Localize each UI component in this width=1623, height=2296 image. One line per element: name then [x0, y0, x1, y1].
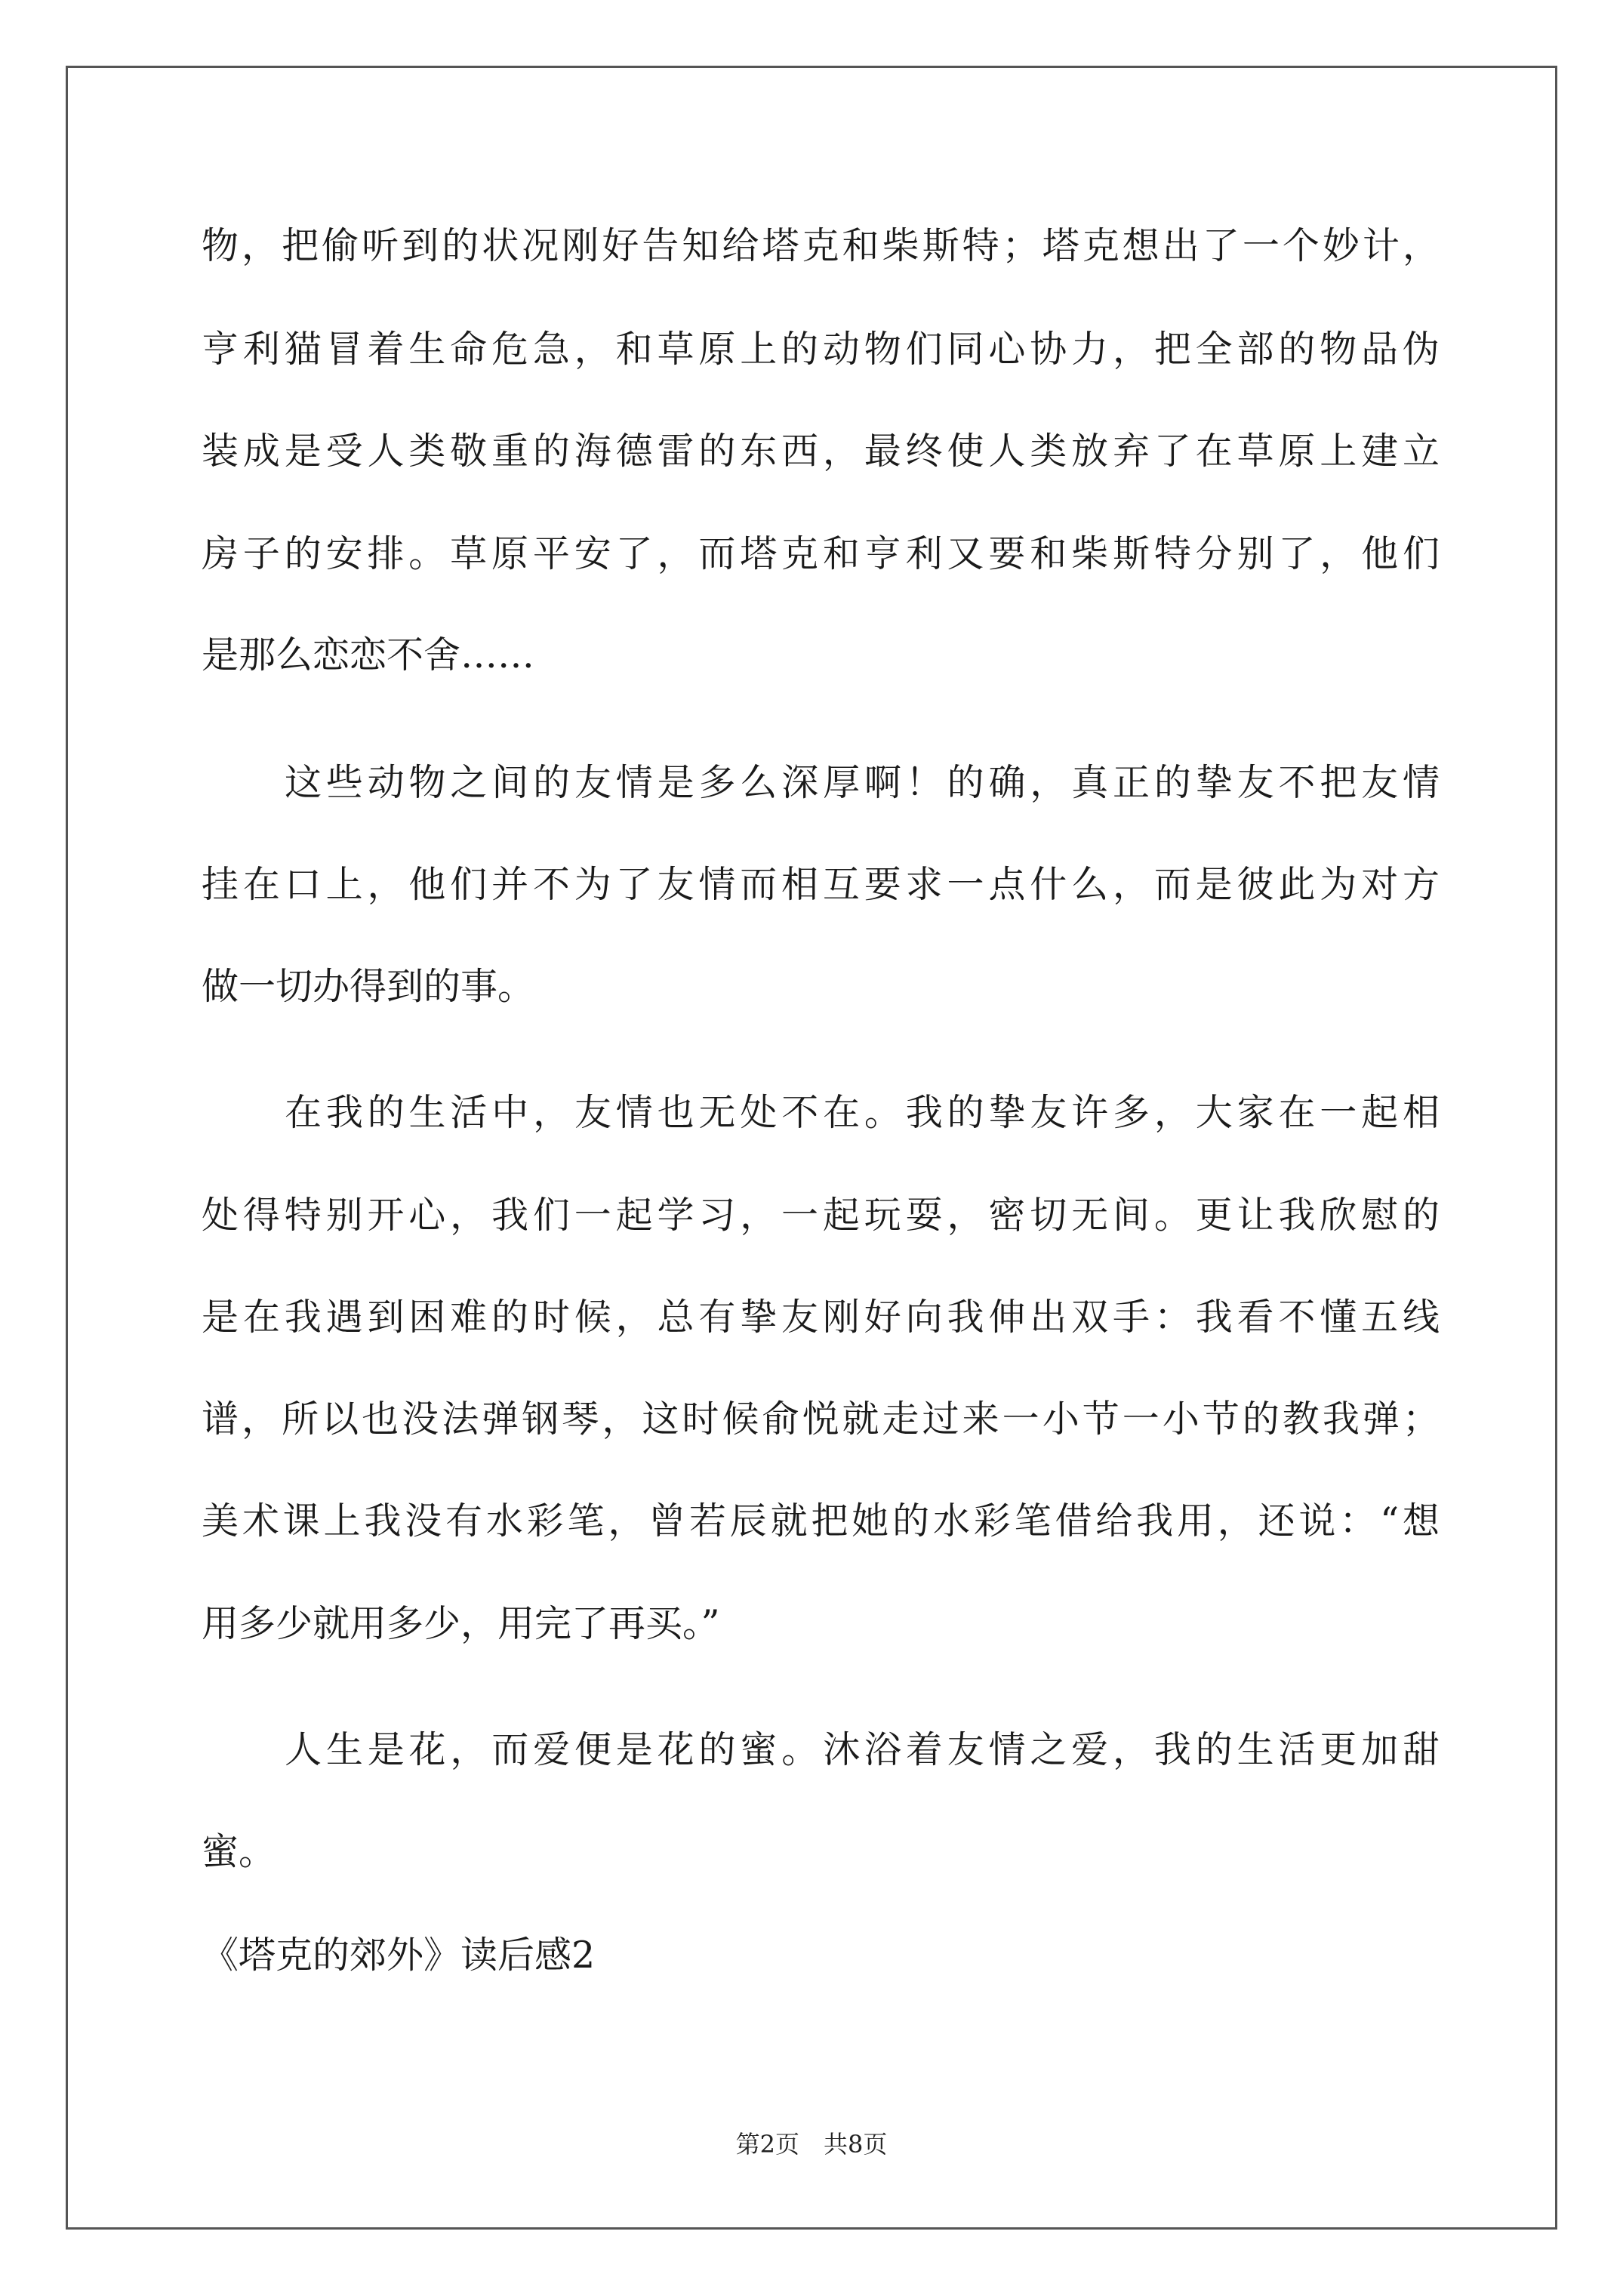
- text-line: 是那么恋恋不舍……: [202, 633, 535, 676]
- text-line: 这些动物之间的友情是多么深厚啊！的确，真正的挚友不把友情: [285, 761, 1440, 804]
- text-line: 蜜。: [202, 1830, 276, 1873]
- page-border: [66, 66, 1557, 2230]
- text-line: 挂在口上，他们并不为了友情而相互要求一点什么，而是彼此为对方: [202, 863, 1440, 906]
- text-line: 在我的生活中，友情也无处不在。我的挚友许多，大家在一起相: [285, 1091, 1440, 1134]
- text-line: 装成是受人类敬重的海德雷的东西，最终使人类放弃了在草原上建立: [202, 430, 1440, 473]
- text-line: 物，把偷听到的状况刚好告知给塔克和柴斯特；塔克想出了一个妙计，: [202, 224, 1440, 267]
- text-line: 谱，所以也没法弹钢琴，这时候俞悦就走过来一小节一小节的教我弹；: [202, 1398, 1440, 1441]
- text-line: 处得特别开心，我们一起学习，一起玩耍，密切无间。更让我欣慰的: [202, 1194, 1440, 1237]
- page-number-footer: 第2页 共8页: [735, 2130, 888, 2159]
- text-line: 美术课上我没有水彩笔，曾若辰就把她的水彩笔借给我用，还说：“想: [202, 1499, 1440, 1542]
- section-title: 《塔克的郊外》读后感2: [202, 1934, 596, 1977]
- text-line: 亨利猫冒着生命危急，和草原上的动物们同心协力，把全部的物品伪: [202, 328, 1440, 371]
- text-line: 人生是花，而爱便是花的蜜。沐浴着友情之爱，我的生活更加甜: [285, 1728, 1440, 1771]
- text-line: 房子的安排。草原平安了，而塔克和亨利又要和柴斯特分别了，他们: [202, 532, 1440, 575]
- text-line: 用多少就用多少，用完了再买。”: [202, 1602, 720, 1645]
- text-line: 做一切办得到的事。: [202, 965, 535, 1008]
- text-line: 是在我遇到困难的时候，总有挚友刚好向我伸出双手：我看不懂五线: [202, 1296, 1440, 1339]
